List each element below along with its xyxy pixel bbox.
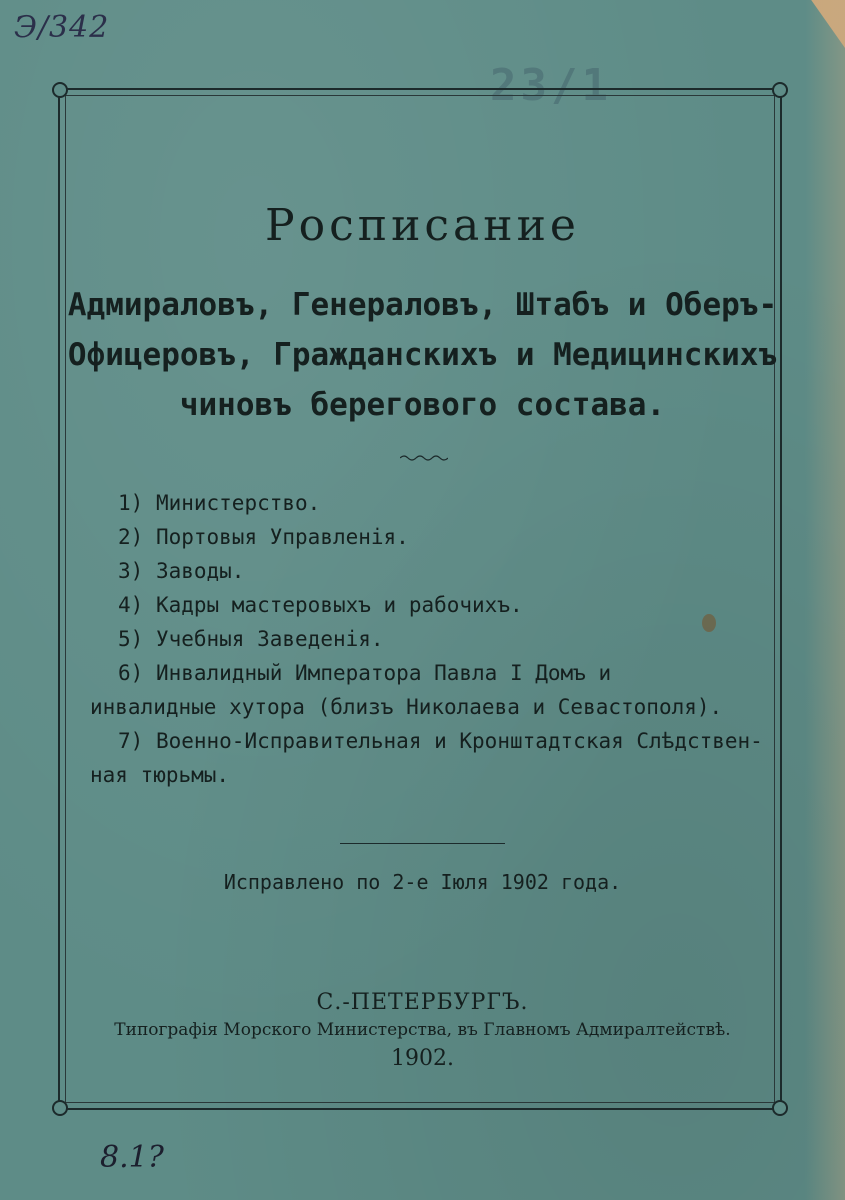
corrected-note: Исправлено по 2-е Іюля 1902 года. (223, 870, 622, 894)
imprint-printer: Типографія Морского Министерства, въ Главномъ Адмиралтействѣ. (114, 1020, 731, 1040)
list-item: 7) Военно-Исправительная и Кронштадтская Слѣдствен- (118, 729, 763, 753)
list-item: 2) Портовыя Управленія. (118, 525, 409, 549)
list-item-continuation: ная тюрьмы. (90, 763, 230, 787)
ornament-squiggle (400, 454, 448, 462)
contents-list (90, 486, 763, 792)
faded-stamp: 23/1 (490, 60, 612, 111)
handwritten-mark: 8.1? (100, 1140, 164, 1175)
subtitle-line: чиновъ берегового состава. (179, 387, 666, 423)
handwritten-shelfmark: Э/342 (14, 10, 110, 45)
imprint-year: 1902. (391, 1046, 454, 1071)
frame-corner (52, 82, 68, 98)
frame-corner (52, 1100, 68, 1116)
list-item: 5) Учебныя Заведенія. (118, 627, 384, 651)
list-item: 3) Заводы. (118, 559, 245, 583)
page-title: Росписание (265, 200, 580, 251)
list-item: 4) Кадры мастеровыхъ и рабочихъ. (118, 593, 523, 617)
divider-rule (340, 843, 505, 844)
list-item: 6) Инвалидный Императора Павла I Домъ и (118, 661, 612, 685)
subtitle-line: Адмираловъ, Генераловъ, Штабъ и Оберъ- (67, 287, 778, 323)
frame-corner (772, 82, 788, 98)
frame-corner (772, 1100, 788, 1116)
list-item: 1) Министерство. (118, 491, 321, 515)
subtitle-line: Офицеровъ, Гражданскихъ и Медицинскихъ (67, 337, 778, 373)
list-item-continuation: инвалидные хутора (близъ Николаева и Севастополя). (90, 695, 723, 719)
stain-spot (702, 614, 716, 632)
subtitle (0, 280, 845, 430)
imprint-city: С.-ПЕТЕРБУРГЪ. (316, 990, 529, 1015)
